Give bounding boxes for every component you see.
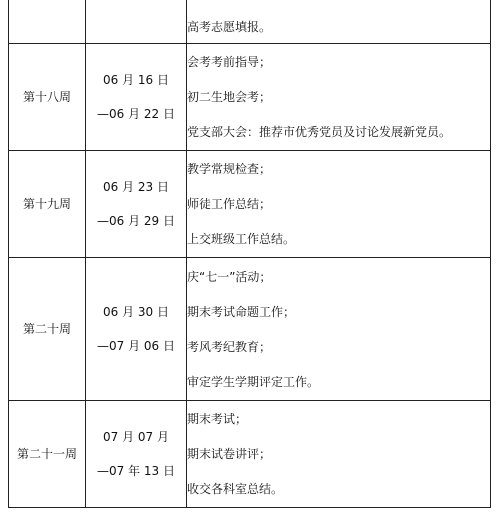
task-item: 师徒工作总结；	[187, 197, 272, 211]
date-start: 06 月 30 日	[103, 305, 169, 319]
date-end: —06 月 29 日	[97, 214, 175, 228]
tasks-cell	[187, 44, 491, 151]
table-row	[9, 151, 491, 258]
task-item: 审定学生学期评定工作。	[187, 374, 320, 389]
task-item: 教学常规检查；	[187, 162, 272, 176]
table-row	[9, 401, 491, 508]
tasks-cell	[187, 151, 491, 258]
date-start: 07 月 07 月	[103, 430, 169, 444]
task-item: 初二生地会考；	[187, 90, 272, 104]
date-cell	[86, 258, 187, 401]
tasks-cell	[187, 401, 491, 508]
task-item: 上交班级工作总结。	[187, 232, 296, 246]
week-cell: 第二十一周	[9, 401, 86, 508]
week-cell: 第十九周	[9, 151, 86, 258]
date-start: 06 月 23 日	[103, 180, 169, 194]
schedule-table	[8, 0, 491, 508]
date-cell	[86, 401, 187, 508]
task-item: 高考志愿填报。	[187, 19, 272, 34]
week-cell: 第十八周	[9, 44, 86, 151]
task-item: 期末考试命题工作；	[187, 304, 296, 319]
date-end: —07 月 06 日	[97, 339, 175, 353]
task-item: 期末考试；	[187, 412, 248, 426]
tasks-cell	[187, 0, 491, 44]
date-cell	[86, 151, 187, 258]
table-row	[9, 0, 491, 44]
task-item: 会考考前指导；	[187, 55, 272, 69]
task-item: 收交各科室总结。	[187, 482, 284, 496]
date-cell	[86, 44, 187, 151]
week-cell: 第二十周	[9, 258, 86, 401]
task-item: 期末试卷讲评；	[187, 447, 272, 461]
tasks-cell	[187, 258, 491, 401]
date-end: —07 年 13 日	[97, 464, 175, 478]
date-start: 06 月 16 日	[103, 73, 169, 87]
table-row	[9, 258, 491, 401]
task-item: 党支部大会：推荐市优秀党员及讨论发展新党员。	[187, 125, 452, 139]
date-end: —06 月 22 日	[97, 107, 175, 121]
date-cell	[86, 0, 187, 44]
task-item: 考风考纪教育；	[187, 339, 272, 354]
table-row	[9, 44, 491, 151]
week-cell	[9, 0, 86, 44]
task-item: 庆“七一”活动；	[187, 269, 272, 284]
